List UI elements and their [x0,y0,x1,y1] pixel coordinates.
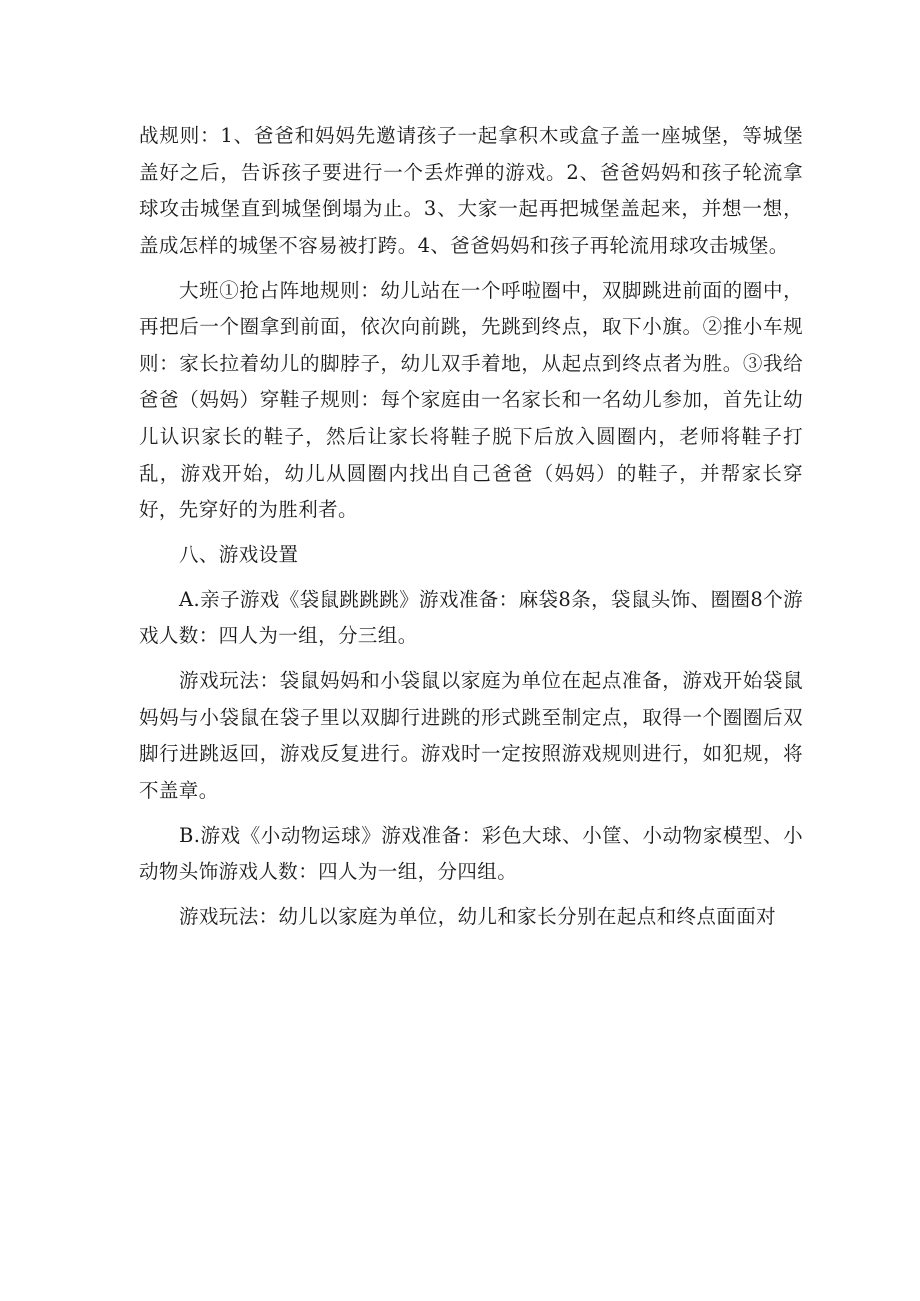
paragraph-game-b-preparation: B.游戏《小动物运球》游戏准备：彩色大球、小筐、小动物家模型、小动物头饰游戏人数：四人为一组，分四组。 [139,823,803,884]
document-body [139,118,803,936]
paragraph-game-b-how-to-play: 游戏玩法：幼儿以家庭为单位，幼儿和家长分别在起点和终点面面对 [179,905,777,928]
paragraph-senior-class-rules: 大班①抢占阵地规则：幼儿站在一个呼啦圈中，双脚跳进前面的圈中，再把后一个圈拿到前面，依次向前跳，先跳到终点，取下小旗。②推小车规则：家长拉着幼儿的脚脖子，幼儿双手着地，从起点到终点者为胜。③我给爸爸（妈妈）穿鞋子规则：每个家庭由一名家长和一名幼儿参加，首先让幼儿认识家长的鞋子，然后让家长将鞋子脱下后放入圆圈内，老师将鞋子打乱，游戏开始，幼儿从圆圈内找出自己爸爸（妈妈）的鞋子，并帮家长穿好，先穿好的为胜利者。 [139,278,803,522]
paragraph-game-a-how-to-play: 游戏玩法：袋鼠妈妈和小袋鼠以家庭为单位在起点准备，游戏开始袋鼠妈妈与小袋鼠在袋子里以双脚行进跳的形式跳至制定点，取得一个圈圈后双脚行进跳返回，游戏反复进行。游戏时一定按照游戏规则进行，如犯规，将不盖章。 [139,669,803,802]
paragraph-battle-rules: 战规则：1、爸爸和妈妈先邀请孩子一起拿积木或盒子盖一座城堡，等城堡盖好之后，告诉孩子要进行一个丢炸弹的游戏。2、爸爸妈妈和孩子轮流拿球攻击城堡直到城堡倒塌为止。3、大家一起再把城堡盖起来，并想一想，盖成怎样的城堡不容易被打跨。4、爸爸妈妈和孩子再轮流用球攻击城堡。 [139,124,803,257]
section-heading-game-setup: 八、游戏设置 [179,542,299,566]
paragraph-game-a-preparation: A.亲子游戏《袋鼠跳跳跳》游戏准备：麻袋8条，袋鼠头饰、圈圈8个游戏人数：四人为一组，分三组。 [139,587,803,648]
